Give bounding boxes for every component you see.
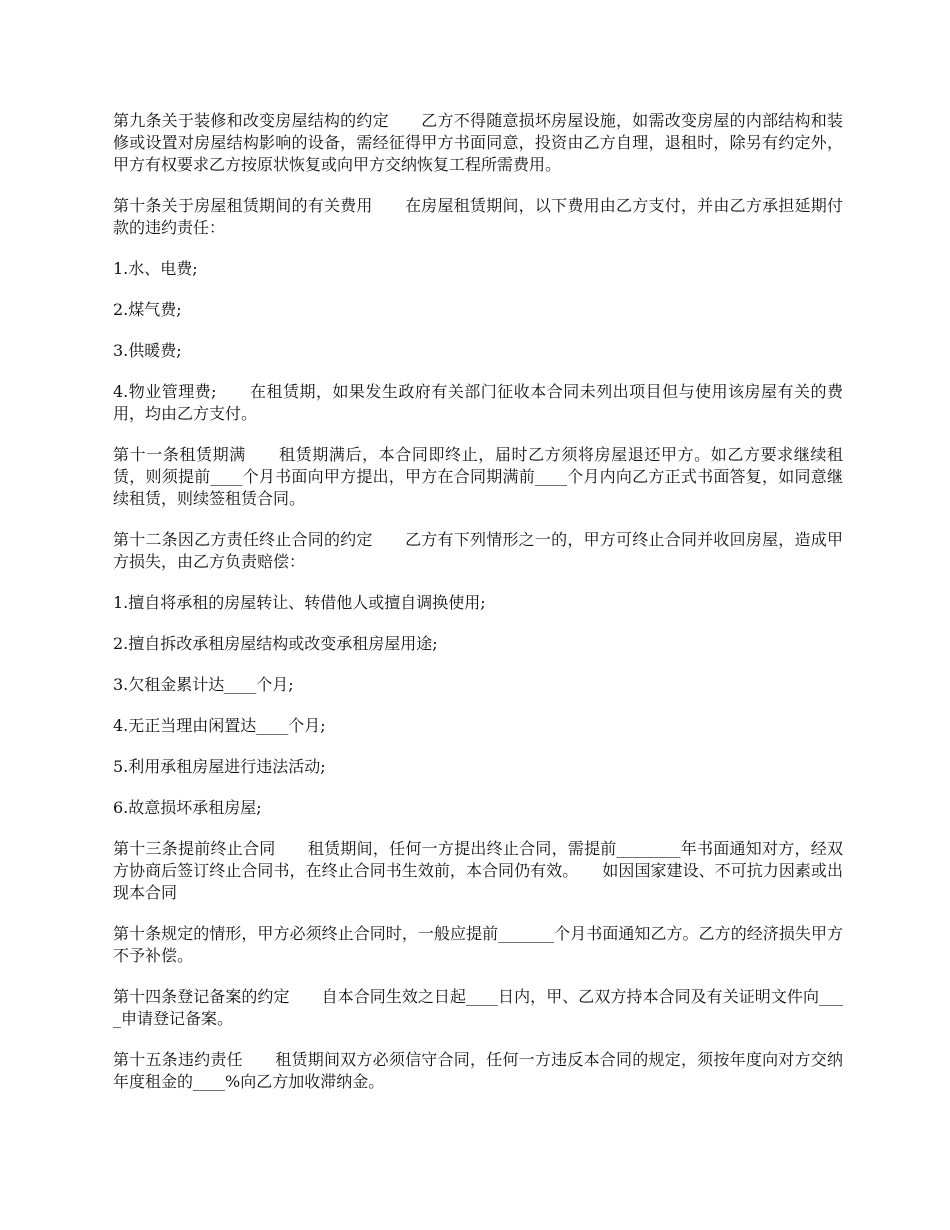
clause-9-renovation: 第九条关于装修和改变房屋结构的约定 乙方不得随意损坏房屋设施，如需改变房屋的内部结构和装修或设置对房屋结构影响的设备，需经征得甲方书面同意，投资由乙方自理，退租时，除另有约定外，甲方有权要求乙方按原状恢复或向甲方交纳恢复工程所需费用。 bbox=[113, 111, 843, 174]
fee-item-heating: 3.供暖费; bbox=[113, 341, 182, 360]
clause-10-fees: 第十条关于房屋租赁期间的有关费用 在房屋租赁期间，以下费用由乙方支付，并由乙方承担延期付款的违约责任： bbox=[113, 196, 843, 237]
fee-item-property-management: 4.物业管理费; 在租赁期，如果发生政府有关部门征收本合同未列出项目但与使用该房屋有关的费用，均由乙方支付。 bbox=[113, 382, 843, 423]
clause-13-early-termination: 第十三条提前终止合同 租赁期间，任何一方提出终止合同，需提前________年书面通知对方，经双方协商后签订终止合同书，在终止合同书生效前，本合同仍有效。 如因国家建设、不可抗力因素或出现本合同 bbox=[113, 839, 843, 902]
termination-item-idle: 4.无正当理由闲置达____个月; bbox=[113, 716, 326, 735]
termination-item-damage: 6.故意损坏承租房屋; bbox=[113, 798, 262, 817]
termination-item-alteration: 2.擅自拆改承租房屋结构或改变承租房屋用途; bbox=[113, 634, 438, 653]
clause-13-continuation: 第十条规定的情形，甲方必须终止合同时，一般应提前_______个月书面通知乙方。乙方的经济损失甲方不予补偿。 bbox=[113, 924, 843, 965]
termination-item-sublet: 1.擅自将承租的房屋转让、转借他人或擅自调换使用; bbox=[113, 593, 486, 612]
clause-14-registration: 第十四条登记备案的约定 自本合同生效之日起____日内，甲、乙双方持本合同及有关证明文件向____申请登记备案。 bbox=[113, 987, 843, 1028]
fee-item-gas: 2.煤气费; bbox=[113, 300, 182, 319]
clause-12-termination-by-tenant-fault: 第十二条因乙方责任终止合同的约定 乙方有下列情形之一的，甲方可终止合同并收回房屋，造成甲方损失，由乙方负责赔偿： bbox=[113, 530, 843, 571]
document-page bbox=[113, 110, 843, 1112]
clause-15-breach-liability: 第十五条违约责任 租赁期间双方必须信守合同，任何一方违反本合同的规定，须按年度向对方交纳年度租金的____%向乙方加收滞纳金。 bbox=[113, 1050, 843, 1091]
fee-item-water-electricity: 1.水、电费; bbox=[113, 259, 198, 278]
termination-item-illegal-use: 5.利用承租房屋进行违法活动; bbox=[113, 757, 326, 776]
clause-11-lease-expiry: 第十一条租赁期满 租赁期满后，本合同即终止，届时乙方须将房屋退还甲方。如乙方要求继续租赁，则须提前____个月书面向甲方提出，甲方在合同期满前____个月内向乙方正式书面答复，如同意继续租赁，则续签租赁合同。 bbox=[113, 445, 843, 508]
termination-item-rent-arrears: 3.欠租金累计达____个月; bbox=[113, 675, 294, 694]
